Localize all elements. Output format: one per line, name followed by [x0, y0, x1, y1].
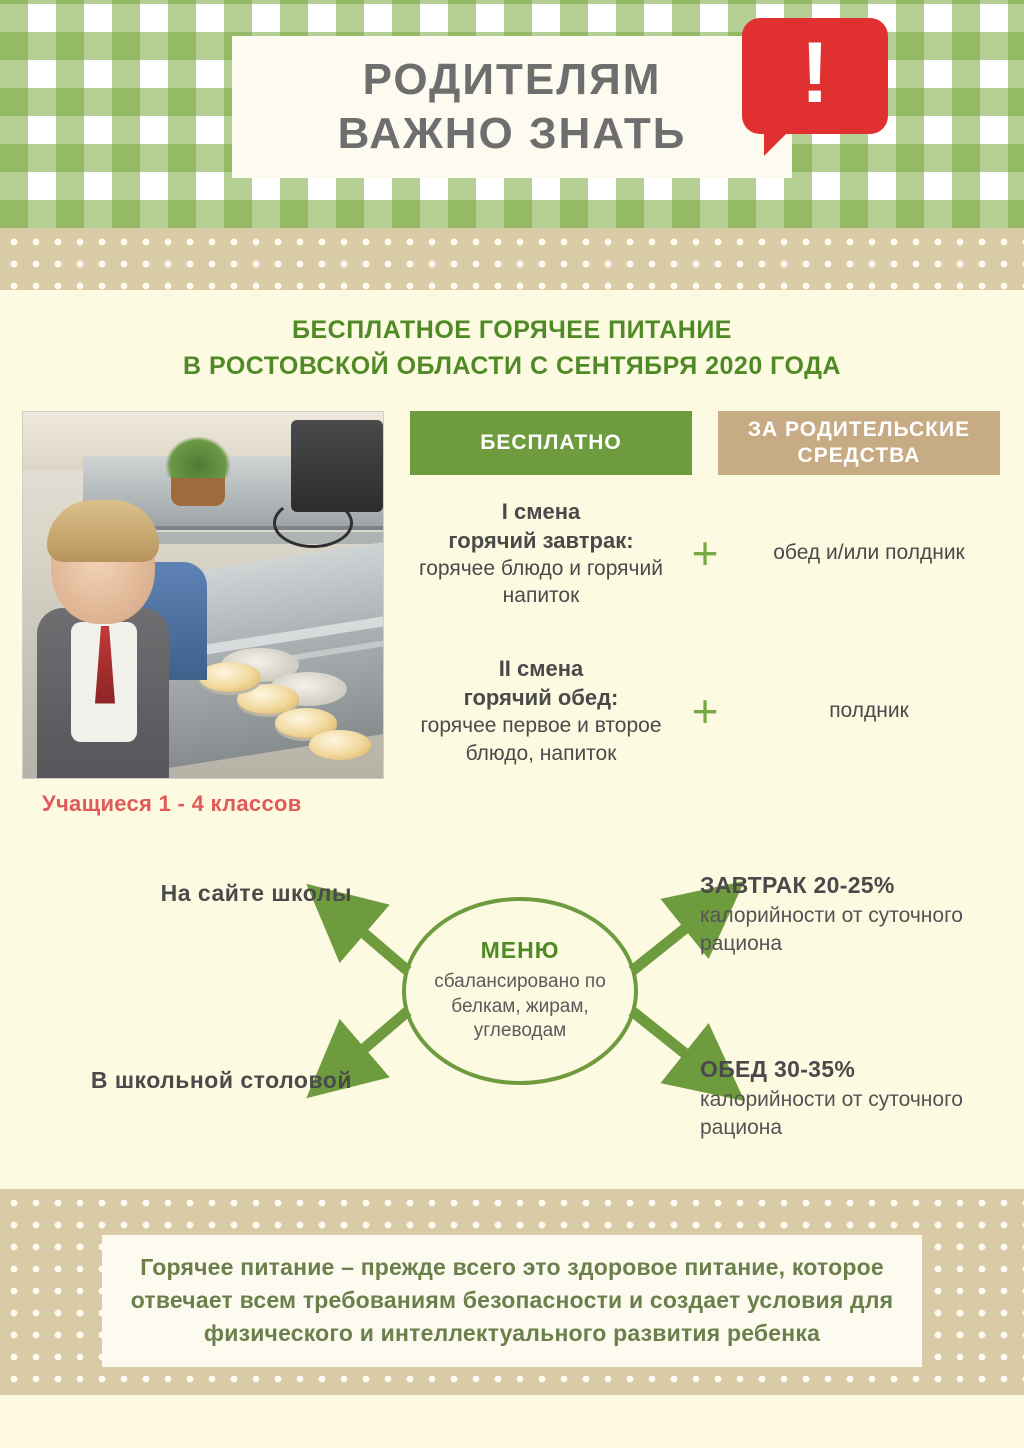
breakfast-body: калорийности от суточного рациона — [700, 904, 963, 955]
section-heading — [0, 312, 1024, 385]
dotted-divider-top — [0, 228, 1024, 290]
meal-shift-subtitle: горячий завтрак: — [448, 527, 634, 553]
dotted-divider-bottom — [0, 1189, 1024, 1395]
section-heading-line-1: БЕСПЛАТНОЕ ГОРЯЧЕЕ ПИТАНИЕ — [292, 316, 732, 344]
top-banner — [0, 0, 1024, 228]
meal-shift-title: II смена — [498, 656, 584, 681]
meal-shift-subtitle: горячий обед: — [463, 685, 619, 711]
diagram-label-school-site: На сайте школы — [160, 879, 352, 906]
meal-row — [410, 497, 1000, 611]
exclamation-badge-icon — [742, 18, 888, 134]
section-heading-line-2: В РОСТОВСКОЙ ОБЛАСТИ С СЕНТЯБРЯ 2020 ГОДА — [183, 352, 841, 381]
meal-row — [410, 654, 1000, 768]
meal-paid-cell: полдник — [829, 698, 909, 722]
meal-free-body: горячее блюдо и горячий напиток — [419, 556, 663, 608]
meal-free-cell — [410, 654, 672, 768]
lunch-body: калорийности от суточного рациона — [700, 1088, 963, 1139]
main-content — [0, 290, 1024, 1189]
photo-caption: Учащиеся 1 - 4 классов — [42, 790, 302, 816]
meal-table — [388, 411, 1000, 817]
footer-note-card — [102, 1235, 922, 1367]
plus-icon: + — [691, 527, 719, 580]
diagram-label-lunch — [700, 1055, 1000, 1141]
menu-oval-title: МЕНЮ — [480, 936, 560, 963]
diagram-label-school-canteen: В школьной столовой — [90, 1066, 352, 1093]
menu-diagram — [0, 859, 1024, 1189]
meal-shift-title: I смена — [501, 498, 581, 524]
photo-and-table-row — [0, 411, 1024, 817]
plus-icon: + — [691, 684, 719, 737]
footer-note-text: Горячее питание – прежде всего это здоровое питание, которое отвечает всем требованиям безопасности и создает условия для физического и интеллектуального развития ребенка — [130, 1253, 894, 1347]
photo-column — [22, 411, 388, 817]
meal-table-headers — [410, 411, 1000, 475]
column-header-paid: ЗА РОДИТЕЛЬСКИЕ СРЕДСТВА — [718, 411, 1000, 475]
meal-free-cell — [410, 497, 672, 611]
exclamation-glyph: ! — [800, 25, 830, 121]
meal-free-body: горячее первое и второе блюдо, напиток — [420, 714, 662, 765]
column-header-free: БЕСПЛАТНО — [410, 411, 692, 475]
lunch-headline: ОБЕД 30-35% — [700, 1055, 856, 1082]
poster-title-line-2: ВАЖНО ЗНАТЬ — [337, 109, 687, 158]
menu-oval-body: сбалансировано по белкам, жирам, углеводам — [434, 970, 606, 1042]
meal-paid-cell: обед и/или полдник — [773, 541, 965, 565]
diagram-label-breakfast — [700, 871, 1000, 957]
breakfast-headline: ЗАВТРАК 20-25% — [700, 871, 895, 898]
poster-title-line-1: РОДИТЕЛЯМ — [362, 55, 662, 105]
poster-title-card — [232, 36, 792, 178]
menu-oval — [402, 897, 638, 1085]
cafeteria-photo — [22, 411, 384, 779]
